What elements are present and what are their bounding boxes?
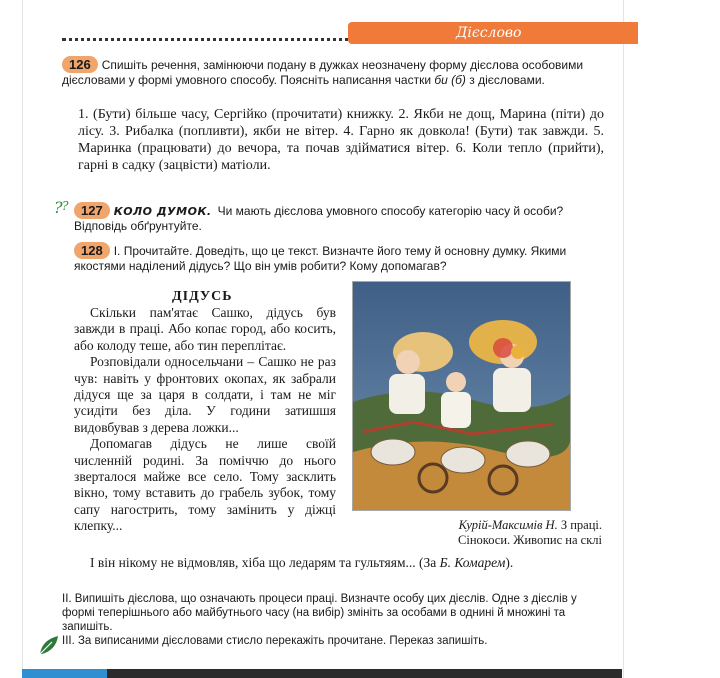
exercise-127-text: Чи мають дієслова умовного способу категорію часу й особи? Відповідь обґрунтуйте. <box>74 204 564 233</box>
painting-illustration <box>352 281 571 511</box>
story-source-author: Б. Комарем <box>439 555 506 570</box>
instruction-text: Спишіть речення, замінюючи подану в дужках неозначену форму дієслова особовими дієсловами у формі умовного способу. Поясніть написання частки <box>62 58 584 87</box>
instruction-text-end: з дієсловами. <box>465 73 545 87</box>
footer-accent <box>22 669 107 678</box>
story-source-close: ). <box>505 555 514 570</box>
dotted-rule <box>62 38 362 41</box>
exercise-126-sentences: 1. (Бути) більше часу, Сергійко (прочитати) книжку. 2. Якби не дощ, Марина (піти) до лісу. 3. Рибалка (попливти), якби не вітер. 4. Гарно як довкола! (Бути) так завжди. 5. Маринка (працювати) до вечора, та почав здійматися вітер. 6. Коли тепло (прийти), гарні в садку (зацвісти) матіоли. <box>78 107 604 173</box>
exercise-128-text: І. Прочитайте. Доведіть, що це текст. Визначте його тему й основну думку. Якими якостями наділений дідусь? Що він умів робити? Кому допомагав? <box>74 244 567 273</box>
leaf-icon <box>36 632 62 658</box>
caption-author: Курій-Максимів Н. <box>458 518 558 532</box>
story-paragraph: Скільки пам'ятає Сашко, дідусь був завжди в праці. Або копає город, або косить, або колоду теше, або тин переплітає. <box>74 305 336 353</box>
story-title: ДІДУСЬ <box>172 289 233 304</box>
exercise-128-instruction <box>74 242 604 274</box>
story-paragraph: Розповідали односельчани – Сашко не раз чув: навіть у фронтових окопах, як забрали дідуся ще за царя в солдати, і там не міг усидіти без діла. У години затишшя видовбував з дерева ложки... <box>74 354 336 435</box>
task-3: ІІІ. За виписаними дієсловами стисло перекажіть прочитане. Переказ запишіть. <box>62 635 488 647</box>
story-last-text: І він нікому не відмовляв, хіба що ледарям та гультяям... (За <box>90 555 440 570</box>
exercise-number: 127 <box>74 202 110 219</box>
question-icon <box>52 196 76 218</box>
section-tab <box>348 22 638 44</box>
footer-bar <box>22 669 622 678</box>
caption-title: З праці. <box>557 518 602 532</box>
section-tab-label: Дієслово <box>456 25 522 41</box>
exercise-127 <box>74 202 604 234</box>
think-label: КОЛО ДУМОК. <box>113 205 212 218</box>
task-2: ІІ. Випишіть дієслова, що означають процеси праці. Визначте особу цих дієслів. Одне з дієслів у формі теперішнього або майбутнього часу (на вибір) змініть за особами в однині й множині та запишіть. <box>62 593 577 633</box>
svg-text:?: ? <box>62 199 69 213</box>
story-text <box>74 305 336 535</box>
svg-text:?: ? <box>54 198 63 217</box>
story-last-paragraph <box>74 555 604 571</box>
caption-technique: Сінокоси. Живопис на склі <box>458 533 602 547</box>
story-paragraph: Допомагав дідусь не лише своїй численній родині. За поміччю до нього зверталося майже все село. Тому засклить вікно, тому вставить до грабель зубок, тому сапу нагострить, тому замінить у діжці клепку... <box>74 436 336 534</box>
instruction-italic: би (б) <box>434 73 466 87</box>
painting-caption <box>344 518 602 548</box>
exercise-128-tasks <box>62 592 604 648</box>
exercise-126-instruction <box>62 56 622 88</box>
exercise-number: 126 <box>62 56 98 73</box>
exercise-number: 128 <box>74 242 110 259</box>
